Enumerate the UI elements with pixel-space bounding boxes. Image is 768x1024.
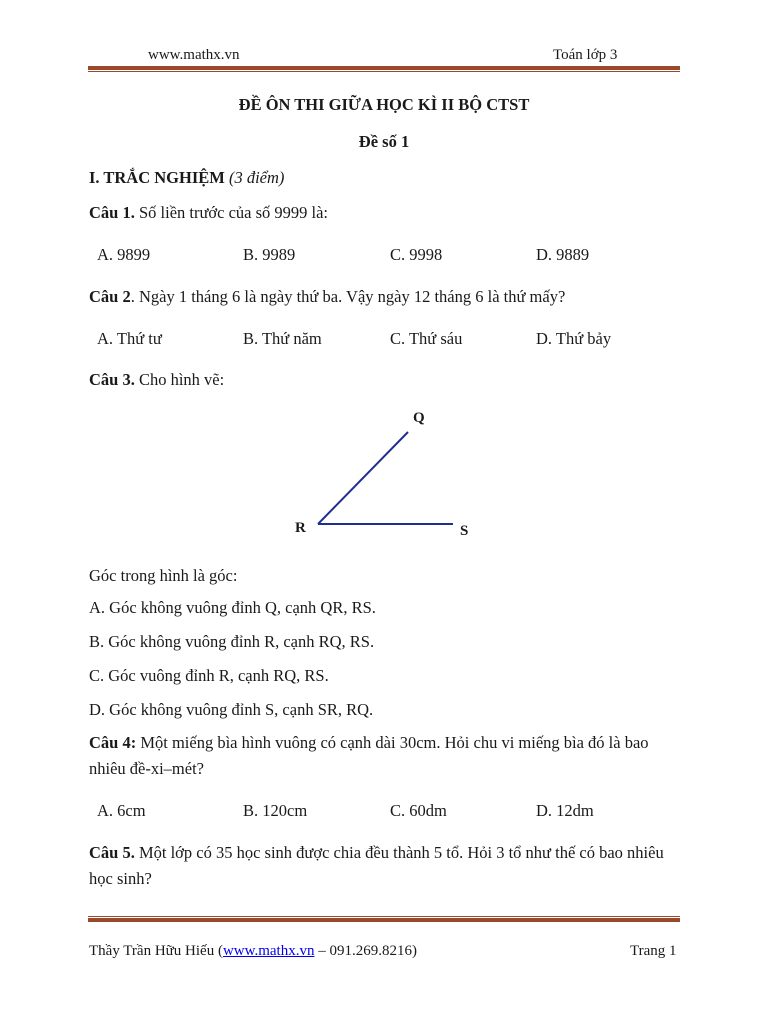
q4-option-a: A. 6cm: [97, 801, 146, 820]
q3-option-c: C. Góc vuông đỉnh R, cạnh RQ, RS.: [89, 666, 329, 685]
q2-option-a: A. Thứ tư: [97, 329, 162, 348]
question-3-label: Câu 3.: [89, 370, 135, 389]
question-5: [89, 840, 679, 892]
section-points: (3 điểm): [228, 168, 285, 187]
section-heading-text: I. TRẮC NGHIỆM: [89, 168, 225, 187]
question-2-text: . Ngày 1 tháng 6 là ngày thứ ba. Vậy ngày 12 tháng 6 là thứ mấy?: [130, 287, 566, 306]
question-4: [89, 730, 679, 782]
question-5-label: Câu 5.: [89, 843, 135, 862]
document-title: ĐỀ ÔN THI GIỮA HỌC KÌ II BỘ CTST: [238, 95, 530, 114]
q1-option-a: A. 9899: [97, 245, 151, 264]
point-label-r: R: [295, 520, 306, 536]
q4-option-b: B. 120cm: [243, 801, 308, 820]
q1-option-d: D. 9889: [536, 245, 590, 264]
section-heading: [89, 168, 284, 188]
question-3: [89, 370, 224, 390]
q2-option-c: C. Thứ sáu: [390, 329, 463, 348]
footer-rule: [88, 916, 680, 922]
footer-author-prefix: Thầy Trần Hữu Hiếu (: [89, 943, 223, 959]
q2-option-d: D. Thứ bảy: [536, 329, 612, 348]
question-4-label: Câu 4:: [89, 733, 137, 752]
question-3-prompt: Góc trong hình là góc:: [89, 566, 238, 585]
header-rule: [88, 66, 680, 72]
document-subtitle: Đề số 1: [358, 132, 410, 151]
footer-author-suffix: – 091.269.8216): [314, 943, 417, 959]
q1-option-b: B. 9989: [243, 245, 296, 264]
q4-option-c: C. 60dm: [390, 801, 447, 820]
segment-rq: [318, 432, 408, 524]
point-label-s: S: [460, 523, 469, 539]
header-website: www.mathx.vn: [148, 47, 240, 63]
question-2-label: Câu 2: [89, 287, 131, 306]
q3-option-a: A. Góc không vuông đỉnh Q, cạnh QR, RS.: [89, 598, 376, 617]
q1-option-c: C. 9998: [390, 245, 443, 264]
question-5-text: Một lớp có 35 học sinh được chia đều thành 5 tổ. Hỏi 3 tổ như thế có bao nhiêu học sinh?: [89, 843, 664, 888]
question-1-label: Câu 1.: [89, 203, 135, 222]
q3-option-d: D. Góc không vuông đỉnh S, cạnh SR, RQ.: [89, 700, 374, 719]
footer-author: [89, 943, 417, 960]
question-1-text: Số liền trước của số 9999 là:: [134, 203, 329, 222]
footer-website-link[interactable]: www.mathx.vn: [222, 943, 315, 959]
question-3-text: Cho hình vẽ:: [134, 370, 225, 389]
point-label-q: Q: [413, 410, 425, 426]
question-4-text: Một miếng bìa hình vuông có cạnh dài 30cm. Hỏi chu vi miếng bìa đó là bao nhiêu đề-xi–mét?: [89, 733, 649, 778]
header-subject: Toán lớp 3: [553, 47, 618, 63]
question-2: [89, 287, 565, 307]
q3-option-b: B. Góc không vuông đỉnh R, cạnh RQ, RS.: [89, 632, 375, 651]
q2-option-b: B. Thứ năm: [243, 329, 322, 348]
footer-page-number: Trang 1: [630, 943, 677, 959]
question-1: [89, 203, 328, 223]
q4-option-d: D. 12dm: [536, 801, 594, 820]
